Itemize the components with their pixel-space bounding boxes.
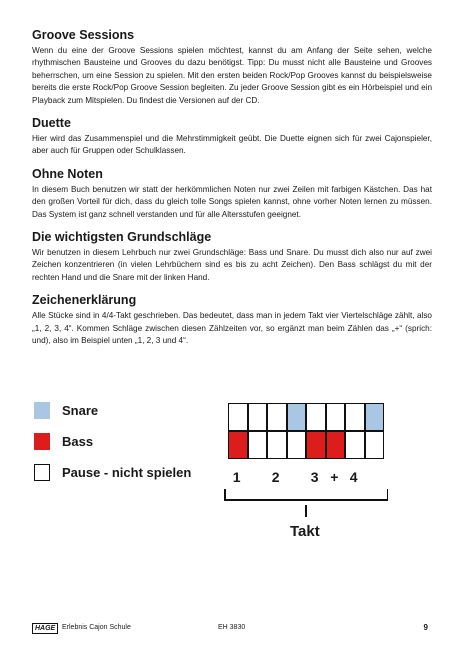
snare-swatch	[34, 402, 50, 419]
snare-cell	[365, 403, 385, 431]
publisher-logo: HAGE	[32, 623, 58, 634]
book-title: Erlebnis Cajon Schule	[62, 624, 131, 631]
section-groove-sessions	[32, 28, 432, 107]
count-label: +	[330, 469, 339, 485]
count-label: 4	[349, 469, 358, 485]
bracket-right-tick	[387, 489, 389, 499]
section-paragraph: Wir benutzen in diesem Lehrbuch nur zwei Grundschläge: Bass und Snare. Du musst dich also nur auf zwei Zeichen konzentrieren (in vielen Lehrbüchern sind es bis zu acht Zeichen). Den Bass schlägst du mit der rechten Hand und die Snare mit der linken Hand.	[32, 248, 432, 282]
bracket-base	[224, 499, 388, 501]
bass-cell	[345, 431, 365, 459]
takt-label: Takt	[290, 523, 320, 540]
snare-cell	[248, 403, 268, 431]
bass-cell	[287, 431, 307, 459]
section-zeichenerklaerung	[32, 293, 432, 347]
legend-item-snare	[34, 402, 234, 419]
section-paragraph: Alle Stücke sind in 4/4-Takt geschrieben. Das bedeutet, dass man in jedem Takt vier Viertelschläge zählt, also „1, 2, 3, 4“. Kommen Schläge zwischen diesen Zählzeiten vor, so ergänzt man beim Zählen das „+“ (sprich: und), also im Beispiel unten „1, 2, 3 und 4“.	[32, 311, 432, 346]
section-heading: Groove Sessions	[32, 28, 135, 42]
section-heading: Duette	[32, 116, 71, 131]
bass-cell	[326, 431, 346, 459]
legend-label: Bass	[62, 434, 94, 449]
section-ohne-noten	[32, 167, 432, 221]
section-heading: Ohne Noten	[32, 166, 103, 181]
legend-item-pause	[34, 464, 234, 481]
snare-cell	[287, 403, 307, 431]
bass-cell	[228, 431, 248, 459]
bass-swatch	[34, 433, 50, 450]
section-paragraph: Hier wird das Zusammenspiel und die Mehrstimmigkeit geübt. Die Duette eignen sich für zwei Cajonspieler, aber auch für Gruppen oder Schulklassen.	[32, 134, 432, 156]
section-heading: Zeichenerklärung	[32, 293, 137, 308]
snare-cell	[228, 403, 248, 431]
catalog-code: EH 3830	[218, 624, 246, 631]
count-label: 3	[310, 469, 319, 485]
section-paragraph: Wenn du eine der Groove Sessions spielen möchtest, kannst du am Anfang der Seite sehen, welche rhythmischen Bausteine und Grooves du dazu benötigst. Tipp: Du musst nicht alle Bausteine und Grooves beherrschen, um eine Session zu spielen. Mit den ersten beiden Rock/Pop Grooves kannst du beispielsweise bereits die erste Rock/Pop Groove Session begleiten. Zu jeder Groove Session gibt es ein Hörbeispiel und ein Playback zum Mitspielen. Du findest die Versionen auf der CD.	[32, 46, 432, 105]
bracket-left-tick	[224, 489, 226, 499]
snare-cell	[326, 403, 346, 431]
footer	[32, 623, 428, 637]
legend-label: Snare	[62, 403, 99, 418]
count-label: 1	[232, 469, 241, 485]
section-heading: Die wichtigsten Grundschläge	[32, 230, 212, 245]
legend-label: Pause - nicht spielen	[62, 465, 192, 480]
bass-cell	[267, 431, 287, 459]
legend-item-bass	[34, 433, 234, 450]
bracket-center-stem	[305, 505, 307, 517]
snare-cell	[267, 403, 287, 431]
snare-cell	[345, 403, 365, 431]
section-paragraph: In diesem Buch benutzen wir statt der herkömmlichen Noten nur zwei Zeilen mit farbigen Kästchen. Das hat den großen Vorteil für dich, dass du gleich tolle Songs spielen kannst, ohne vorher Noten lernen zu müssen. Das System ist ganz schnell verstanden und für alle Altersstufen geeignet.	[32, 184, 432, 219]
section-duette	[32, 116, 432, 158]
section-grundschlaege	[32, 230, 432, 284]
page-number: 9	[423, 623, 428, 632]
bass-cell	[248, 431, 268, 459]
pause-swatch	[34, 464, 50, 481]
bass-cell	[365, 431, 385, 459]
count-label: 2	[271, 469, 280, 485]
snare-cell	[306, 403, 326, 431]
bass-cell	[306, 431, 326, 459]
text-content	[32, 28, 432, 357]
